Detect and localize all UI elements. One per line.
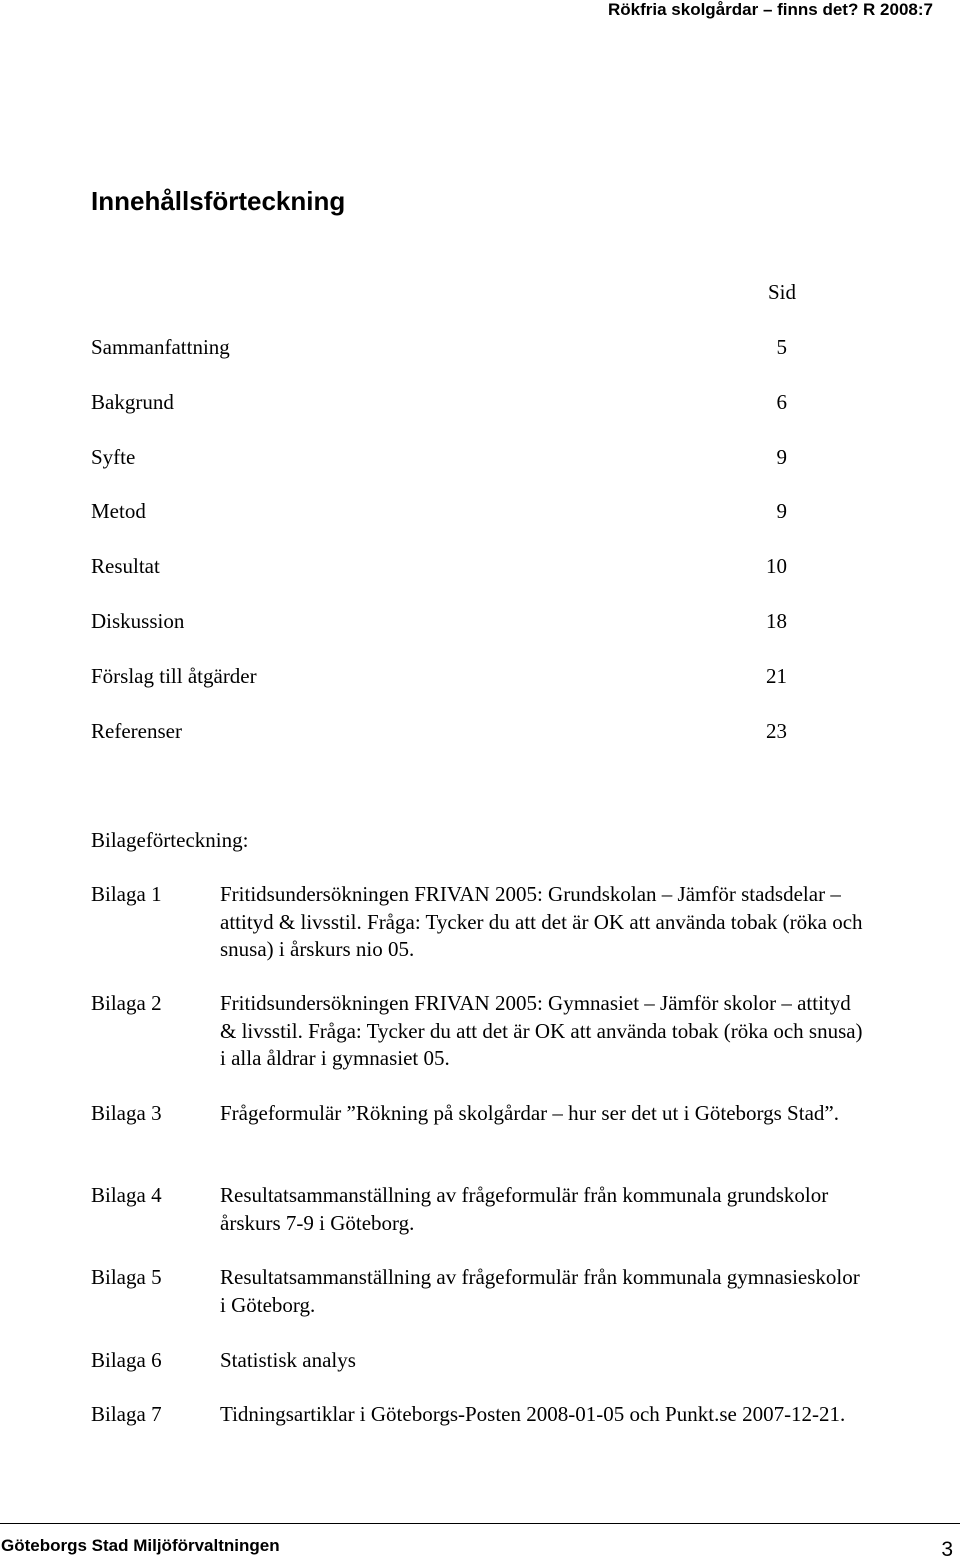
toc-entry-page: 9: [776, 445, 787, 469]
appendix-label: Bilaga 1: [91, 882, 162, 906]
appendix-list-heading: Bilageförteckning:: [91, 828, 249, 852]
appendix-label: Bilaga 2: [91, 991, 162, 1015]
appendix-description: Fritidsundersökningen FRIVAN 2005: Gymnasiet – Jämför skolor – attityd & livsstil. Fråga: Tycker du att det är OK att använda tobak (röka och snusa) i alla åldrar i gymnasiet 05.: [220, 991, 863, 1070]
toc-entry-page: 18: [766, 609, 787, 633]
appendix-label: Bilaga 3: [91, 1101, 162, 1125]
toc-entry-label: Diskussion: [91, 609, 185, 633]
toc-entry-page: 21: [766, 664, 787, 688]
toc-entry-page: 6: [776, 390, 787, 414]
toc-entry: [91, 718, 791, 744]
toc-entry: [91, 334, 791, 360]
toc-entry: [91, 498, 791, 524]
appendix-label: Bilaga 5: [91, 1265, 162, 1289]
appendix-label: Bilaga 6: [91, 1348, 162, 1372]
toc-entry-page: 9: [776, 499, 787, 523]
page-title: Innehållsförteckning: [91, 186, 346, 216]
toc-entry: [91, 553, 791, 579]
toc-entry-page: 10: [766, 554, 787, 578]
toc-entry-label: Sammanfattning: [91, 335, 230, 359]
toc-entry-label: Resultat: [91, 554, 160, 578]
toc-entry-label: Förslag till åtgärder: [91, 664, 257, 688]
appendix-label: Bilaga 7: [91, 1402, 162, 1426]
footer-organization: Göteborgs Stad Miljöförvaltningen: [1, 1536, 280, 1555]
footer-page-number: 3: [941, 1538, 953, 1561]
toc-entry: [91, 389, 791, 415]
running-header: Rökfria skolgårdar – finns det? R 2008:7: [608, 0, 933, 19]
appendix-description: Tidningsartiklar i Göteborgs-Posten 2008-01-05 och Punkt.se 2007-12-21.: [220, 1402, 846, 1426]
toc-entry-page: 5: [776, 335, 787, 359]
appendix-label: Bilaga 4: [91, 1183, 162, 1207]
appendix-description: Frågeformulär ”Rökning på skolgårdar – hur ser det ut i Göteborgs Stad”.: [220, 1101, 839, 1125]
appendix-description: Resultatsammanställning av frågeformulär från kommunala grundskolor årskurs 7-9 i Göteborg.: [220, 1183, 829, 1235]
appendix-description: Statistisk analys: [220, 1348, 356, 1372]
toc-entry: [91, 608, 791, 634]
toc-entry: [91, 444, 791, 470]
toc-entry-page: 23: [766, 719, 787, 743]
toc-entry: [91, 663, 791, 689]
toc-entry-label: Syfte: [91, 445, 136, 469]
footer-divider: [0, 1523, 960, 1524]
toc-entry-label: Metod: [91, 499, 146, 523]
appendix-description: Resultatsammanställning av frågeformulär från kommunala gymnasieskolor i Göteborg.: [220, 1265, 860, 1317]
appendix-description: Fritidsundersökningen FRIVAN 2005: Grundskolan – Jämför stadsdelar – attityd & livsstil. Fråga: Tycker du att det är OK att använda tobak (röka och snusa) i årskurs nio 05.: [220, 882, 863, 961]
toc-entry-label: Bakgrund: [91, 390, 174, 414]
toc-page-column-header: Sid: [768, 280, 797, 304]
toc-entry-label: Referenser: [91, 719, 182, 743]
